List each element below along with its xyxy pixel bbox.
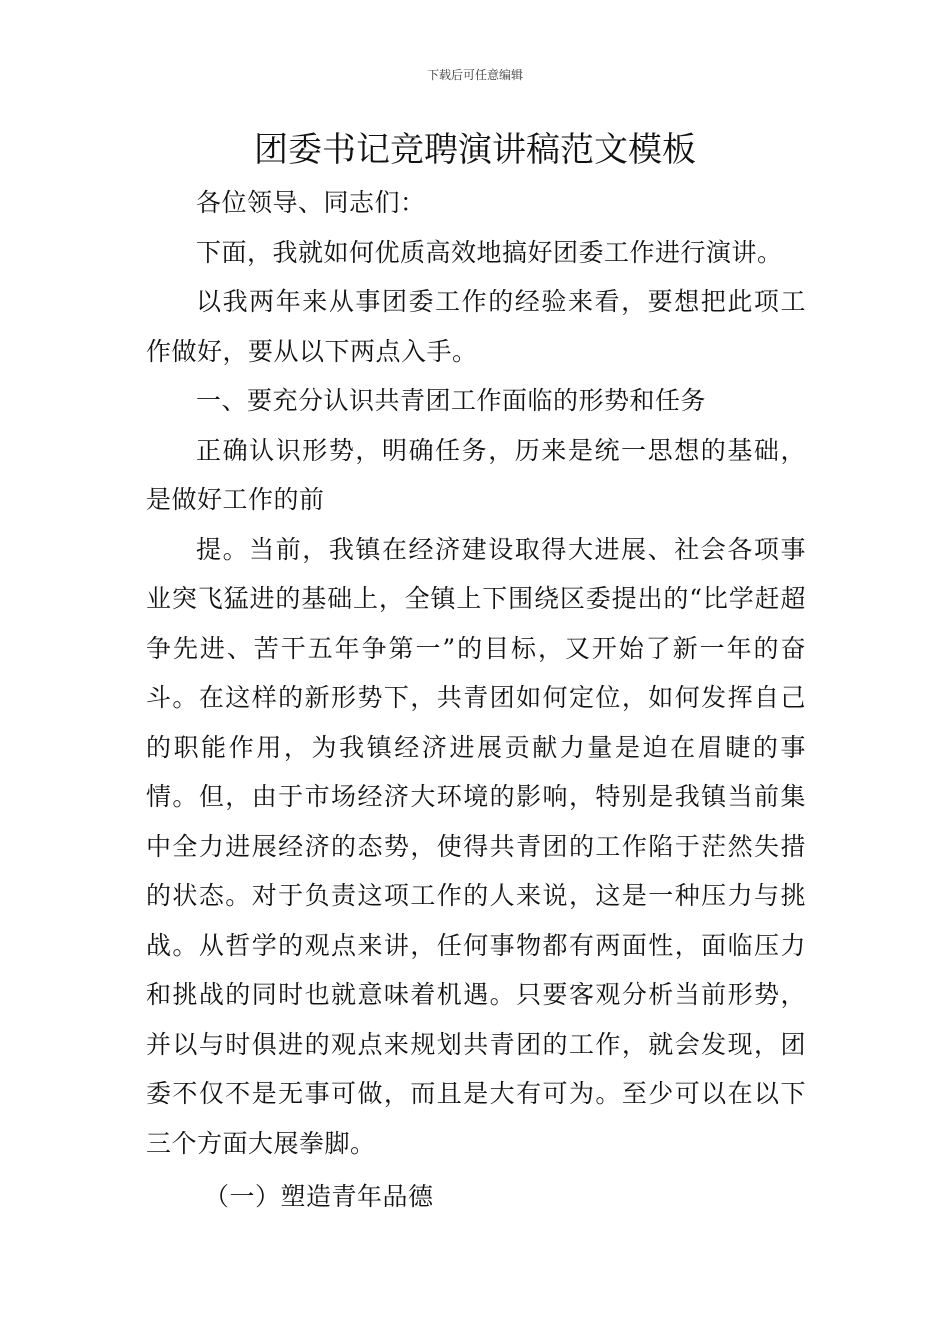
paragraph-current: 提。当前，我镇在经济建设取得大进展、社会各项事业突飞猛进的基础上，全镇上下围绕区委提出的“比学赶超争先进、苦干五年争第一”的目标，又开始了新一年的奋斗。在这样的新形势下，共青团如何定位，如何发挥自己的职能作用，为我镇经济进展贡献力量是迫在眉睫的事情。但，由于市场经济大环境的影响，特别是我镇当前集中全力进展经济的态势，使得共青团的工作陷于茫然失措的状态。对于负责这项工作的人来说，这是一种压力与挑战。从哲学的观点来讲，任何事物都有两面性，面临压力和挑战的同时也就意味着机遇。只要客观分析当前形势，并以与时俱进的观点来规划共青团的工作，就会发现，团委不仅不是无事可做，而且是大有可为。至少可以在以下三个方面大展拳脚。 — [146, 534, 806, 1158]
paragraph-experience: 以我两年来从事团委工作的经验来看，要想把此项工作做好，要从以下两点入手。 — [146, 287, 806, 366]
paragraph-situation: 正确认识形势，明确任务，历来是统一思想的基础，是做好工作的前 — [146, 435, 806, 514]
paragraph-salutation: 各位领导、同志们： — [196, 188, 426, 217]
header-note: 下载后可任意编辑 — [426, 68, 523, 82]
document-title: 团委书记竞聘演讲稿范文模板 — [254, 130, 696, 170]
subsection-heading-1: （一）塑造青年品德 — [204, 1182, 434, 1211]
paragraph-intro: 下面，我就如何优质高效地搞好团委工作进行演讲。 — [196, 237, 783, 267]
document-body — [146, 178, 806, 1222]
section-heading-1: 一、要充分认识共青团工作面临的形势和任务 — [196, 386, 707, 415]
